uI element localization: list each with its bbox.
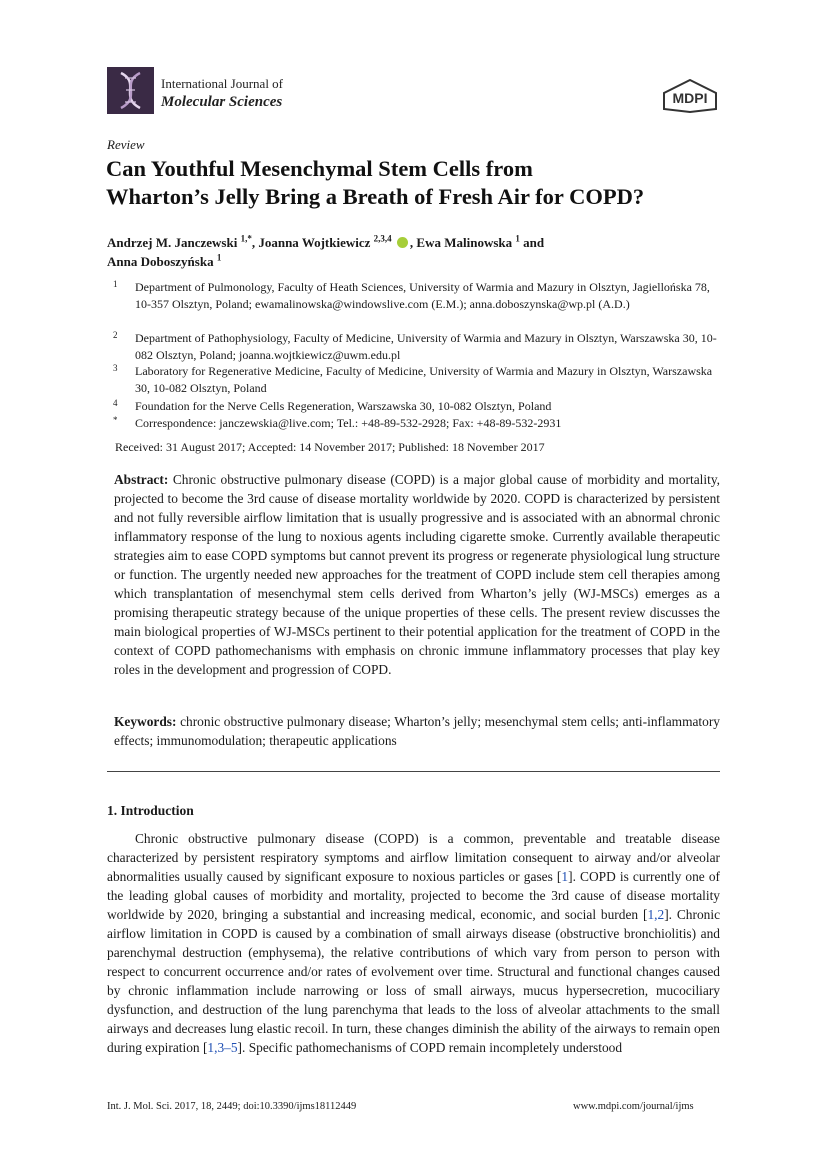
citation-link[interactable]: 1,3–5 <box>207 1040 238 1055</box>
publication-dates: Received: 31 August 2017; Accepted: 14 November 2017; Published: 18 November 2017 <box>115 440 545 454</box>
article-type: Review <box>107 137 145 152</box>
correspondence-text: Correspondence: janczewskia@live.com; Tel.: +48-89-532-2928; Fax: +48-89-532-2931 <box>135 416 562 430</box>
abstract-label: Abstract: <box>114 472 169 487</box>
section-divider <box>107 771 720 772</box>
intro-text: Chronic obstructive pulmonary disease (COPD) is a common, preventable and treatable disease characterized by persistent respiratory symptoms and airflow limitation consequent to airway and/or alveolar abnormalities usually caused by significant exposure to noxious particles or gases [ <box>107 831 720 884</box>
author-affiliation-sup: 2,3,4 <box>373 233 392 244</box>
intro-text: ]. Chronic airflow limitation in COPD is caused by a combination of small airways disease (obstructive bronchiolitis) and parenchymal destruction (emphysema), the relative contributions of which vary from person to person with respect to concurrent occurrence and/or rates of evolvement over time. Structural and functional changes caused by chronic inflammation include narrowing or loss of small airways, mucus hypersecretion, mucociliary dysfunction, and destruction of the lung parenchyma that leads to the loss of alveolar attachments to the small airways and decreases lung elastic recoil. In turn, these changes diminish the ability of the airways to remain open during expiration [ <box>107 907 721 1055</box>
affiliation-text: Department of Pathophysiology, Faculty of Medicine, University of Warmia and Mazury in Olsztyn, Warszawska 30, 10-082 Olsztyn, Poland; joanna.wojtkiewicz@uwm.edu.pl <box>135 331 717 362</box>
dna-helix-icon <box>107 67 154 114</box>
and-word: and <box>523 235 545 250</box>
keywords <box>114 712 720 750</box>
intro-text: ]. Specific pathomechanisms of COPD remain incompletely understood <box>237 1040 623 1055</box>
journal-name-line1: International Journal of <box>161 76 284 91</box>
journal-name-line2: Molecular Sciences <box>161 94 283 110</box>
affiliation-number: 2 <box>113 330 118 340</box>
footer-url[interactable]: www.mdpi.com/journal/ijms <box>573 1101 694 1112</box>
affiliation-number: 3 <box>113 363 118 373</box>
author-name: Andrzej M. Janczewski <box>107 235 238 250</box>
affiliation-4 <box>107 398 727 415</box>
author-list: Andrzej M. Janczewski $^{1,*}$, Joanna Wojtkiewicz $^{2,3,4}$ , Ewa Malinowska $^1$ and <box>107 233 545 250</box>
author-name: Joanna Wojtkiewicz <box>258 235 371 250</box>
affiliation-text: Laboratory for Regenerative Medicine, Faculty of Medicine, University of Warmia and Mazury in Olsztyn, Warszawska 30, 10-082 Olsztyn, Poland <box>135 364 713 395</box>
author-list-line2 <box>107 254 221 270</box>
intro-text: ]. COPD is currently one of the leading global causes of morbidity and mortality, projected to become the 3rd cause of disease mortality worldwide by 2020, bringing a substantial and increasing medical, economic, and social burden [ <box>107 869 720 922</box>
keywords-label: Keywords: <box>114 714 177 729</box>
affiliation-number: 4 <box>113 398 118 408</box>
introduction-paragraph <box>107 829 720 1057</box>
abstract-text: Chronic obstructive pulmonary disease (COPD) is a major global cause of morbidity and mortality, projected to become the 3rd cause of disease mortality worldwide by 2020. COPD is characterized by persistent and not fully reversible airflow limitation that is usually progressive and is associated with an abnormal chronic inflammatory response of the lung to noxious agents including cigarette smoke. Currently available therapeutic strategies aim to ease COPD symptoms but cannot prevent its progress or regenerate physiological lung structure or function. The urgently needed new approaches for the treatment of COPD include stem cell therapies among which transplantation of mesenchymal stem cells derived from Wharton’s jelly (WJ-MSCs) emerges as a promising therapeutic strategy because of the unique properties of these cells. The present review discusses the main biological properties of WJ-MSCs pertinent to their potential application for the treatment of COPD in the context of COPD pathomechanisms with emphasis on chronic immune inflammatory processes that play key roles in the development and progression of COPD. <box>114 472 720 677</box>
keywords-text: chronic obstructive pulmonary disease; Wharton’s jelly; mesenchymal stem cells; anti-inflammatory effects; immunomodulation; therapeutic applications <box>114 714 720 748</box>
footer-citation: Int. J. Mol. Sci. 2017, 18, 2449; doi:10.3390/ijms18112449 <box>107 1101 357 1112</box>
mdpi-logo-text: MDPI <box>672 90 708 106</box>
abstract <box>114 470 720 679</box>
citation-link[interactable]: 1 <box>561 869 569 884</box>
affiliation-number: * <box>113 415 118 425</box>
affiliation-text: Department of Pulmonology, Faculty of Heath Sciences, University of Warmia and Mazury in Olsztyn, Jagiellońska 78, 10-357 Olsztyn, Poland; ewamalinowska@windowslive.com (E.M.); anna.doboszynska@wp.pl (A.D.) <box>135 280 710 311</box>
mdpi-logo <box>662 79 718 113</box>
article-title-line1: Can Youthful Mesenchymal Stem Cells from <box>106 156 533 181</box>
article-title-line2: Wharton’s Jelly Bring a Breath of Fresh Air for COPD? <box>106 184 645 209</box>
orcid-icon[interactable] <box>397 237 408 248</box>
affiliation-3 <box>107 363 727 397</box>
section-heading: 1. Introduction <box>107 803 194 818</box>
author-affiliation-sup: 1 <box>515 233 520 244</box>
affiliation-1 <box>107 279 727 313</box>
journal-logo <box>107 67 154 114</box>
author-affiliation-sup: 1 <box>216 252 222 263</box>
affiliation-number: 1 <box>113 279 118 289</box>
correspondence <box>107 415 727 432</box>
author-name: Ewa Malinowska <box>416 235 513 250</box>
author-affiliation-sup: 1,* <box>240 233 252 244</box>
citation-link[interactable]: 1,2 <box>647 907 665 922</box>
affiliation-2 <box>107 330 727 364</box>
affiliation-text: Foundation for the Nerve Cells Regeneration, Warszawska 30, 10-082 Olsztyn, Poland <box>135 399 552 413</box>
author-name: Anna Doboszyńska <box>107 254 214 269</box>
